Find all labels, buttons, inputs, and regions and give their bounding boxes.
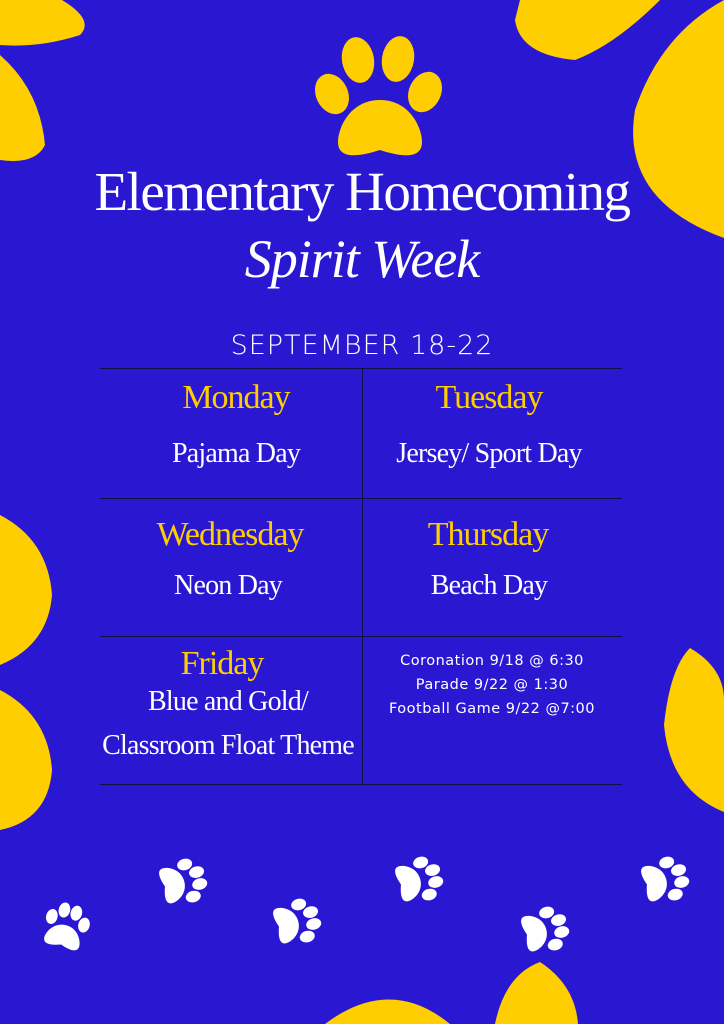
petal-left-middle-shape <box>0 515 52 665</box>
paw-print-small-icon <box>157 855 211 910</box>
day-friday-label: Friday <box>180 645 264 682</box>
event-football-game: Football Game 9/22 @7:00 <box>388 701 595 717</box>
grid-line <box>100 636 622 637</box>
paw-print-small-icon <box>639 853 693 908</box>
petal-top-left-shape <box>0 0 85 46</box>
day-monday-theme: Pajama Day <box>171 438 301 469</box>
petal-left-upper-shape <box>0 55 45 161</box>
paw-print-small-icon <box>393 853 447 908</box>
grid-line-bottom <box>100 784 622 785</box>
event-coronation: Coronation 9/18 @ 6:30 <box>400 653 584 669</box>
title-line-1: Elementary Homecoming <box>94 161 630 222</box>
day-wednesday-theme: Neon Day <box>174 570 282 601</box>
petal-bottom-right-shape <box>495 962 578 1024</box>
petal-left-lower-shape <box>0 690 52 830</box>
grid-line-top <box>100 368 622 369</box>
petal-top-right-shape <box>515 0 660 60</box>
paw-print-small-icon <box>271 895 325 950</box>
title-line-2: Spirit Week <box>244 229 480 289</box>
day-thursday-label: Thursday <box>427 516 549 553</box>
grid-line <box>100 498 622 499</box>
day-wednesday-label: Wednesday <box>156 516 304 553</box>
date-range: SEPTEMBER 18-22 <box>230 330 494 361</box>
event-parade: Parade 9/22 @ 1:30 <box>415 677 569 693</box>
petal-right-lower-shape <box>664 648 724 812</box>
paw-print-small-icon <box>39 898 94 952</box>
day-monday-label: Monday <box>182 379 290 416</box>
day-tuesday-theme: Jersey/ Sport Day <box>396 438 582 469</box>
petal-bottom-center-shape <box>325 1000 450 1024</box>
paw-print-large-icon <box>309 34 449 156</box>
day-friday-theme-line-1: Blue and Gold/ <box>148 686 308 717</box>
day-tuesday-label: Tuesday <box>435 379 543 416</box>
day-friday-theme-line-2: Classroom Float Theme <box>102 730 354 761</box>
day-thursday-theme: Beach Day <box>430 570 548 601</box>
paw-print-small-icon <box>519 903 573 958</box>
